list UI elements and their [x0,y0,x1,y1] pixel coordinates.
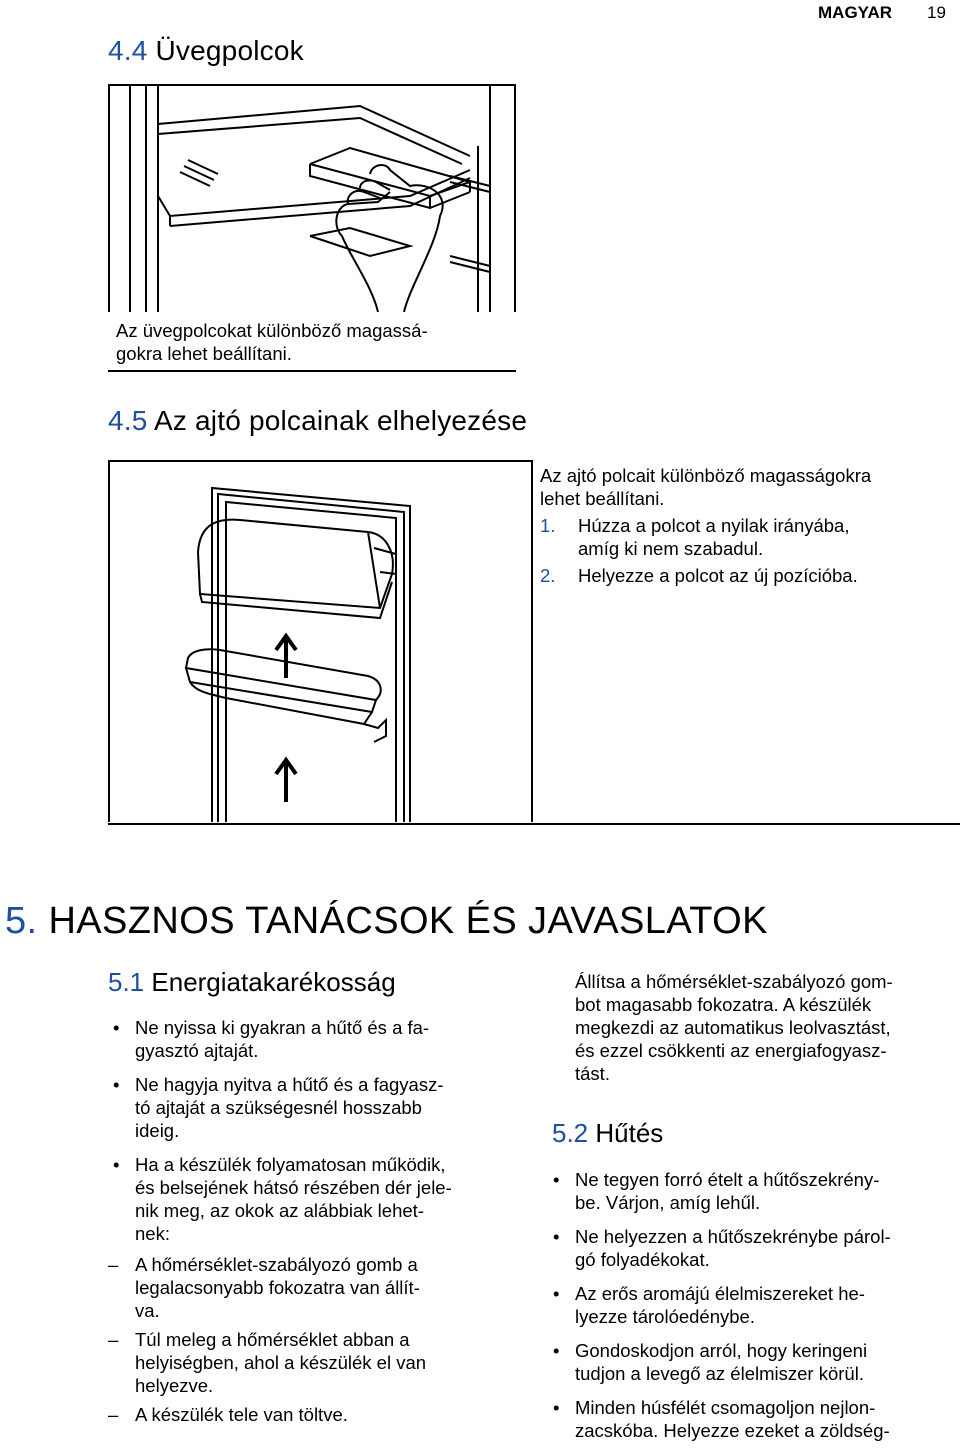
list-item [108,1073,528,1142]
caption-line: gokra lehet beállítani. [116,343,292,364]
list-item [548,1282,956,1328]
section-5-1-title: Energiatakarékosság [151,967,396,997]
list-line: zacskóba. Helyezze ezeket a zöldség- [575,1420,890,1441]
list-item [108,1153,528,1426]
paragraph-line: Állítsa a hőmérséklet-szabályozó gom- [575,971,893,992]
step-line: Helyezze a polcot az új pozícióba. [578,565,858,586]
section-4-5-text [540,464,950,587]
section-4-4-number: 4.4 [108,35,148,66]
page-number: 19 [927,3,946,22]
step-line: Húzza a polcot a nyilak irányába, [578,515,850,536]
paragraph-line: megkezdi az automatikus leolvasztást, [575,1017,891,1038]
cooling-bullet-list [548,1168,956,1442]
section-4-4-heading [108,35,304,67]
section-rule [108,823,960,825]
section-4-5-number: 4.5 [108,405,148,436]
list-line: tó ajtaját a szükségesnél hosszabb [135,1097,422,1118]
section-5-2-body [548,1168,956,1453]
list-line: – A készülék tele van töltve. [135,1404,348,1425]
section-4-4-title: Üvegpolcok [155,35,304,66]
section-5-1-continuation [575,970,955,1085]
section-5-1-number: 5.1 [108,967,145,997]
section-4-5-title: Az ajtó polcainak elhelyezése [153,405,528,436]
list-line: • Ne tegyen forró ételt a hűtőszekrény- [575,1169,880,1190]
list-line: • Ha a készülék folyamatosan működik, [135,1154,446,1175]
list-line: • Minden húsfélét csomagoljon nejlon- [575,1397,876,1418]
section-4-5-heading [108,405,527,437]
list-line: lyezze tárolóedénybe. [575,1306,755,1327]
list-item [548,1168,956,1214]
door-shelf-steps [540,514,950,587]
list-line: gó folyadékokat. [575,1249,710,1270]
paragraph-line: bot magasabb fokozatra. A készülék [575,994,872,1015]
list-line: és belsejének hátsó részében dér jele- [135,1177,452,1198]
step-item [540,514,950,560]
section-5-1-heading [108,967,396,998]
glass-shelf-illustration [108,84,516,312]
door-shelf-illustration [108,460,533,822]
list-line: • Ne nyissa ki gyakran a hűtő és a fa- [135,1017,430,1038]
list-line: • Ne helyezzen a hűtőszekrénybe párol- [575,1226,891,1247]
energy-bullet-list [108,1016,528,1426]
dash-item [108,1328,528,1397]
section-5-2-number: 5.2 [552,1118,589,1148]
glass-shelf-drawing [110,86,514,312]
step-number: 1. [540,515,556,536]
door-shelf-drawing [110,462,531,822]
list-line: helyiségben, ahol a készülék el van [135,1352,427,1373]
list-line: be. Várjon, amíg lehűl. [575,1192,761,1213]
header-language: MAGYAR [818,3,892,22]
chapter-5-title: HASZNOS TANÁCSOK ÉS JAVASLATOK [48,900,768,942]
list-line: gyasztó ajtaját. [135,1040,259,1061]
intro-line: lehet beállítani. [540,488,665,509]
caption-rule [108,370,516,372]
paragraph-line: tást. [575,1063,610,1084]
list-line: legalacsonyabb fokozatra van állít- [135,1277,420,1298]
intro-line: Az ajtó polcait különböző magasságokra [540,465,872,486]
list-item [548,1339,956,1385]
list-line: ideig. [135,1120,180,1141]
list-line: nek: [135,1223,170,1244]
section-4-4-caption [116,319,428,365]
dash-item [108,1253,528,1322]
section-5-2-title: Hűtés [595,1118,664,1148]
paragraph-line: és ezzel csökkenti az energiafogyasz- [575,1040,887,1061]
caption-line: Az üvegpolcokat különböző magassá- [116,320,428,341]
list-line: • Az erős aromájú élelmiszereket he- [575,1283,865,1304]
list-line: tudjon a levegő az élelmiszer körül. [575,1363,864,1384]
chapter-5-number: 5. [5,900,38,942]
list-line: nik meg, az okok az alábbiak lehet- [135,1200,424,1221]
list-line: • Gondoskodjon arról, hogy keringeni [575,1340,868,1361]
list-line: – A hőmérséklet-szabályozó gomb a [135,1254,418,1275]
cause-dash-list [108,1253,528,1426]
list-item [108,1016,528,1062]
list-line: • Ne hagyja nyitva a hűtő és a fagyasz- [135,1074,444,1095]
list-line: va. [135,1300,160,1321]
list-line: helyezve. [135,1375,214,1396]
list-item [548,1396,956,1442]
step-line: amíg ki nem szabadul. [578,538,764,559]
section-5-1-body [108,1016,528,1437]
step-number: 2. [540,565,556,586]
section-5-2-heading [552,1118,663,1149]
step-item [540,564,950,587]
list-item [548,1225,956,1271]
chapter-5-heading [5,900,768,943]
list-line: – Túl meleg a hőmérséklet abban a [135,1329,410,1350]
dash-item [108,1403,528,1426]
